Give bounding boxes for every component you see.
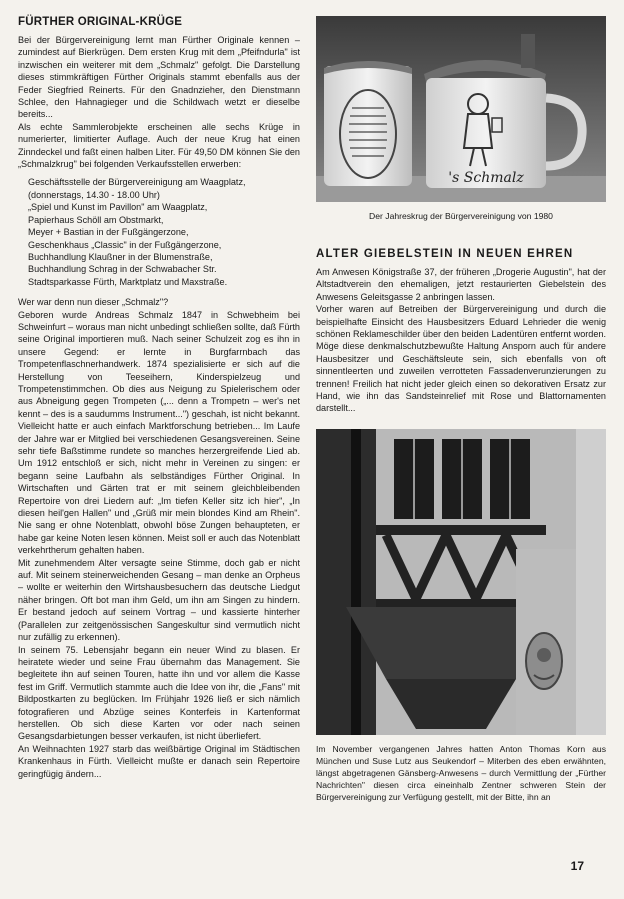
body-paragraph-marriage: In seinem 75. Lebensjahr begann ein neuer Wind zu blasen. Er heiratete wieder und seine Frau übernahm das Management. Sie begleitete ihn auf seinen Touren, hatte ihn und vor allem die Kasse fest im Griff. Vermutlich stammte auch die Idee von ihr, die „Fans" mit Bildpostkarten zu beglücken. Im Frühjahr 1926 ließ er sich nämlich fotografieren und Abzüge seines Konterfeis in Kartenformat herstellen. Ob sich diese Karten vor oder nach seinen Gesangsdarbietungen besser verkaufen, ist nicht überliefert.: [18, 644, 300, 742]
half-timbered-facade-illustration: [316, 429, 576, 735]
right-column: [316, 16, 606, 803]
address-item: „Spiel und Kunst im Pavillon" am Waagplatz,: [28, 202, 208, 213]
giebelstein-paragraph-1: Am Anwesen Königstraße 37, der früheren „Drogerie Augustin", hat der Altstadtverein den ehemaligen, jetzt restaurierten Giebelstein des Anwesens Geleitsgasse 2 anbringen lassen.: [316, 267, 606, 302]
intro-paragraph: Bei der Bürgervereinigung lernt man Fürther Originale kennen – zumindest auf Bierkrügen. Dem ersten Krug mit dem „Pfeifndurla" ist inzwischen ein weiterer mit dem „Schmalz" gefolgt. Die Darstellung dieses stimmkräftigen Fürther Originals stammt ebenfalls aus der Feder Siegfried Reinerts. Für den Gnadnzieher, den Dienstmann Schlee, den Hahnagieger und die Schildwach wetzt er dieselbe bereits...: [18, 35, 300, 120]
address-item: Papierhaus Schöll am Obstmarkt,: [28, 214, 164, 225]
address-item: Buchhandlung Klaußner in der Blumenstraße,: [28, 251, 213, 262]
giebelstein-paragraph-2: Vorher waren auf Betreiben der Bürgervereinigung und durch die beispielhafte Einsicht des Hausbesitzers Eduard Lehrieder die wenig schönen Reklameschilder über den beiden Ladentüren entfernt worden. Möge diese denkmalschutzbewußte Haltung Ansporn auch für andere Hausbesitzer und Geschäftsleute sein, sich ebenfalls von oft sinnentleerten und zuweilen verrotteten Fassadenverunzierungen zu trennen! Freilich hat nicht jeder gleich einen so dekorativen Ersatz zur Hand, wie ihn das Sandsteinrelief mit Rose und Blattornamenten darstellt...: [316, 304, 606, 414]
address-item: Buchhandlung Schrag in der Schwabacher Str.: [28, 264, 217, 275]
left-column: [18, 16, 300, 780]
facade-photo: [316, 429, 606, 735]
address-item: Geschäftsstelle der Bürgervereinigung am Waagplatz,: [28, 177, 246, 188]
address-list: [28, 176, 300, 288]
beer-mugs-photo: [316, 16, 606, 202]
address-item: Geschenkhaus „Classic" in der Fußgängerzone,: [28, 239, 222, 250]
body-paragraph-biography: Geboren wurde Andreas Schmalz 1847 in Schwebheim bei Schweinfurt – woraus man nicht unbedingt schließen sollte, daß Fürth seine Original importieren muß. Nach seiner Schulzeit zog es ihn in unsere Gegend: er lernte in Burgfarrnbach das Trompetenflaschnerhandwerk. 1874 spezialisierte er sich auf die Herstellung von Teeseihern, Kinderspielzeug und Trompetenstimmchen. Ob dies aus Neigung zu Spielerischem oder aus Abneigung gegen Trompeten („... denn a Trompetn – wer's net kennt – des is a saudumms Instrument...") geschah, ist nicht bekannt. Vielleicht hatte er auch einfach Marktforschung betrieben... Im Laufe der Jahre war er Mitglied bei verschiedenen Gesangsvereinen. Seine sehr tiefe Baßstimme rundete so manches herzergreifende Lied ab. Um 1912 entschloß er sich, nicht mehr in Vereinen zu singen: er begann seine Laufbahn als selbständiges Fürther Original. In Wirtschaften und Gärten trat er mit seinem gleichbleibenden Repertoire von drei Liedern auf: „Im tiefen Keller sitz ich hier", „In diesen heil'gen Hallen" und „Grüß mir mein blondes Kind am Rhein". Nie sang er ohne Notenblatt, obwohl böse Zungen behaupteten, er habe gar keine Noten lesen können. Meist soll er auch das Notenblatt verkehrtherum gehalten haben.: [18, 309, 300, 556]
body-question: Wer war denn nun dieser „Schmalz"?: [18, 297, 169, 308]
address-item: (donnerstags, 14.30 - 18.00 Uhr): [28, 189, 160, 200]
body-paragraph-old-age: Mit zunehmendem Alter versagte seine Stimme, doch gab er nicht auf. Mit seinem steinerweichenden Gesang – man denke an Orpheus – wollte er weiterhin den Wirtshausbesuchern das deutsche Liedgut näher bringen. Oft bot man ihm Geld, um ihn am Singen zu hindern. Er bestand jedoch auf seinem Vortrag – und kassierte hinterher (Parallelen zur zeitgenössischen Sangeskultur sind vermutlich nicht nur zufällig zu erkennen).: [18, 557, 300, 643]
mugs-caption: Der Jahreskrug der Bürgervereinigung von 1980: [369, 211, 553, 221]
intro-paragraph-2: Als echte Sammlerobjekte erscheinen alle sechs Krüge in numerierter, limitierter Auflage. Auch der neue Krug hat einen Zinndeckel und faßt einen halben Liter. Für 49,50 DM können Sie den „Schmalzkrug" bei folgenden Verkaufsstellen erwerben:: [18, 121, 300, 170]
address-item: Stadtsparkasse Fürth, Marktplatz und Maxstraße.: [28, 276, 228, 287]
article-title-giebelstein: ALTER GIEBELSTEIN IN NEUEN EHREN: [316, 248, 574, 260]
body-paragraph-death: An Weihnachten 1927 starb das weißbärtige Original im Städtischen Krankenhaus in Fürth. Vielleicht mußte er danach sein Repertoire geringfügig ändern...: [18, 743, 300, 779]
mug-text: 's Schmalz: [448, 170, 524, 186]
beer-mugs-illustration: [316, 16, 606, 202]
facade-caption: Im November vergangenen Jahres hatten Anton Thomas Korn aus München und Suse Lutz aus Seukendorf – Miterben des eben erwähnten, längst abgetragenen Gänsberg-Anwesens – durch Vermittlung der „Fürther Nachrichten" diesen circa eineinhalb Zentner schweren Stein der Bürgervereinigung zur Verfügung gestellt, mit der Bitte, ihn an: [316, 743, 606, 802]
address-item: Meyer + Bastian in der Fußgängerzone,: [28, 227, 189, 238]
article-title-kruege: FÜRTHER ORIGINAL-KRÜGE: [18, 16, 183, 28]
page-number: 17: [570, 859, 584, 873]
